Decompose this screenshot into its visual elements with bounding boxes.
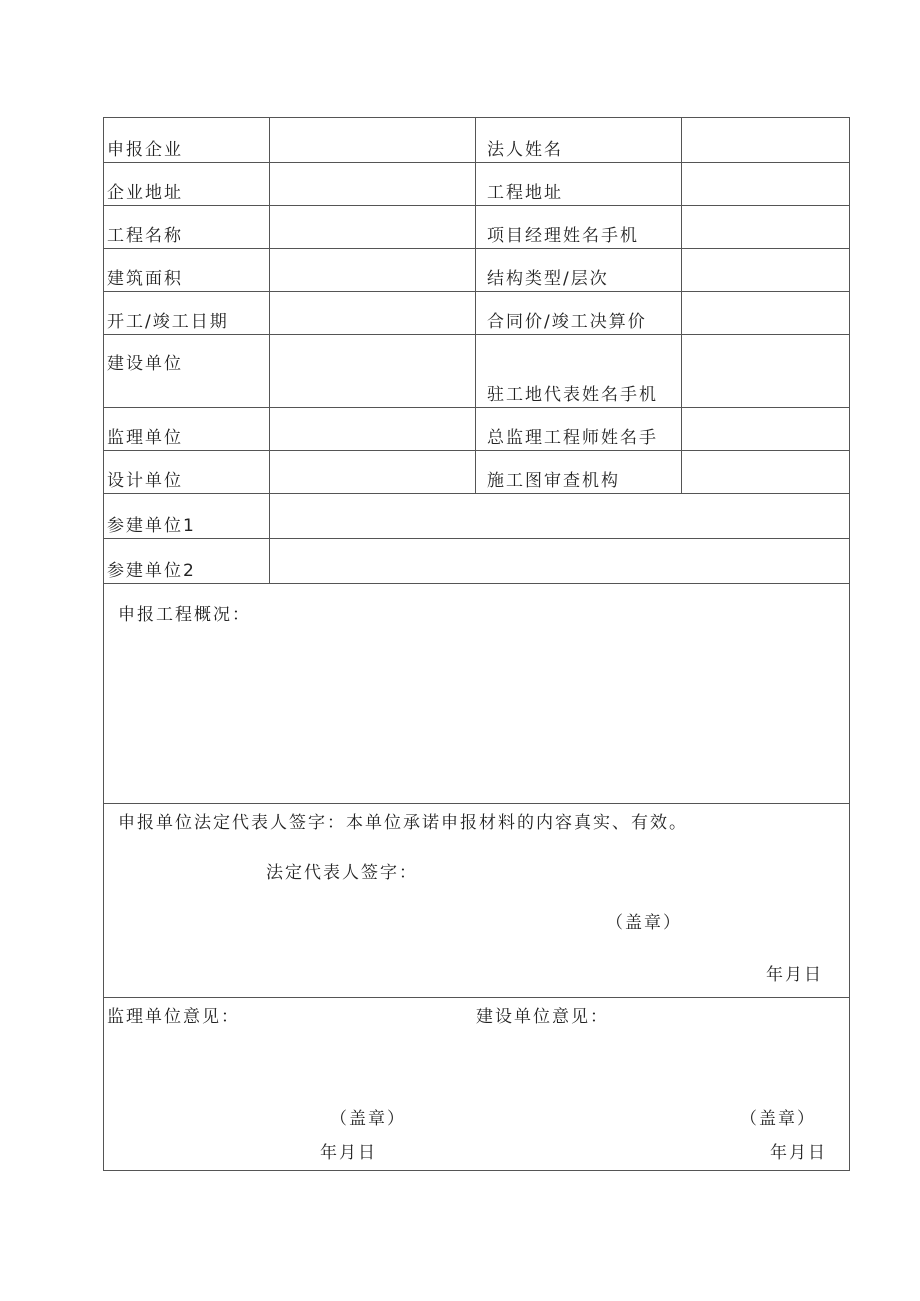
label-company-address: 企业地址 (104, 163, 270, 206)
construction-seal: （盖章） (740, 1109, 816, 1129)
field-start-end-date[interactable] (270, 292, 476, 335)
label-applicant-company: 申报企业 (104, 118, 270, 163)
opinions-section (104, 998, 850, 1171)
form-row (104, 206, 850, 249)
label-site-representative: 驻工地代表姓名手机 (476, 335, 682, 408)
label-project-name: 工程名称 (104, 206, 270, 249)
form-row (104, 584, 850, 804)
field-participant-2[interactable] (270, 539, 850, 584)
supervision-opinion-label: 监理单位意见： (107, 1007, 240, 1027)
label-chief-supervisor: 总监理工程师姓名手 (476, 408, 682, 451)
form-row (104, 539, 850, 584)
form-row (104, 451, 850, 494)
label-construction-unit: 建设单位 (104, 335, 270, 408)
label-start-end-date: 开工/竣工日期 (104, 292, 270, 335)
signature-label: 法定代表人签字： (266, 863, 418, 883)
label-drawing-review-agency: 施工图审查机构 (476, 451, 682, 494)
field-construction-unit[interactable] (270, 335, 476, 408)
form-row (104, 163, 850, 206)
field-participant-1[interactable] (270, 494, 850, 539)
form-row (104, 408, 850, 451)
field-supervision-unit[interactable] (270, 408, 476, 451)
overview-label: 申报工程概况： (118, 605, 251, 625)
declaration-seal: （盖章） (606, 913, 682, 933)
form-row (104, 494, 850, 539)
field-project-address[interactable] (682, 163, 850, 206)
construction-date: 年月日 (770, 1143, 827, 1163)
construction-opinion-label: 建设单位意见： (476, 1007, 609, 1027)
label-building-area: 建筑面积 (104, 249, 270, 292)
declaration-section (104, 804, 850, 998)
supervision-date: 年月日 (320, 1143, 377, 1163)
label-design-unit: 设计单位 (104, 451, 270, 494)
label-contract-price: 合同价/竣工决算价 (476, 292, 682, 335)
field-legal-person-name[interactable] (682, 118, 850, 163)
label-project-manager: 项目经理姓名手机 (476, 206, 682, 249)
application-form-table (103, 117, 850, 1171)
field-project-manager[interactable] (682, 206, 850, 249)
field-drawing-review-agency[interactable] (682, 451, 850, 494)
supervision-seal: （盖章） (330, 1109, 406, 1129)
label-project-address: 工程地址 (476, 163, 682, 206)
label-structure-type: 结构类型/层次 (476, 249, 682, 292)
form-row (104, 998, 850, 1171)
label-supervision-unit: 监理单位 (104, 408, 270, 451)
field-contract-price[interactable] (682, 292, 850, 335)
form-row (104, 804, 850, 998)
field-design-unit[interactable] (270, 451, 476, 494)
declaration-date: 年月日 (766, 965, 823, 985)
field-chief-supervisor[interactable] (682, 408, 850, 451)
declaration-statement: 申报单位法定代表人签字：本单位承诺申报材料的内容真实、有效。 (118, 813, 688, 833)
field-site-representative[interactable] (682, 335, 850, 408)
label-participant-1: 参建单位1 (104, 494, 270, 539)
form-row (104, 335, 850, 408)
field-company-address[interactable] (270, 163, 476, 206)
field-building-area[interactable] (270, 249, 476, 292)
field-structure-type[interactable] (682, 249, 850, 292)
form-row (104, 118, 850, 163)
field-applicant-company[interactable] (270, 118, 476, 163)
label-participant-2: 参建单位2 (104, 539, 270, 584)
overview-section[interactable] (104, 584, 850, 804)
field-project-name[interactable] (270, 206, 476, 249)
form-row (104, 292, 850, 335)
form-row (104, 249, 850, 292)
label-legal-person-name: 法人姓名 (476, 118, 682, 163)
